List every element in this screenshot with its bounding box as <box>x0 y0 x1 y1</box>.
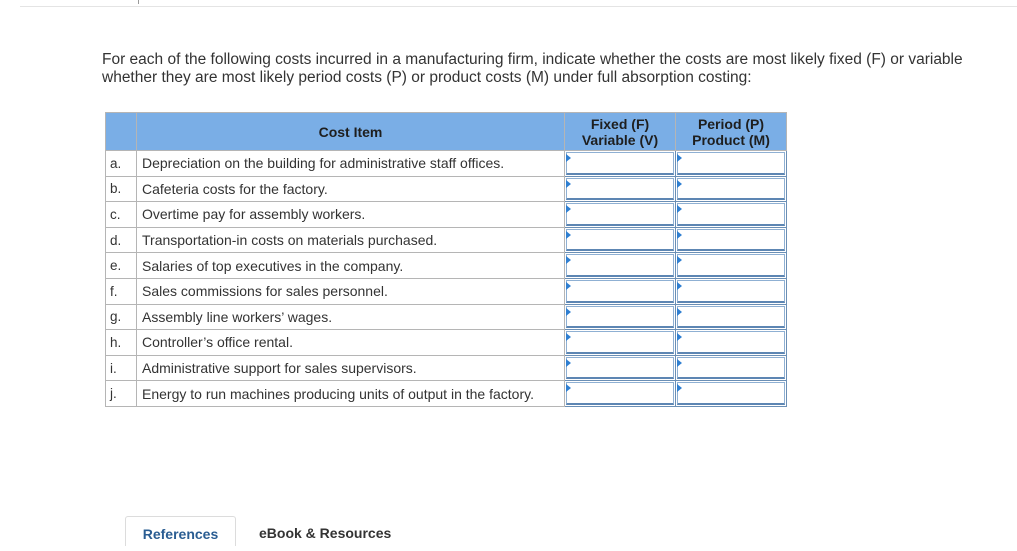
header-cost-item: Cost Item <box>137 113 565 151</box>
period-product-cell <box>676 278 787 304</box>
table-header-row <box>106 113 787 151</box>
dropdown-arrow-icon <box>566 154 571 162</box>
fixed-variable-cell <box>565 151 676 177</box>
row-letter: e. <box>106 253 137 279</box>
header-product-label: Product (M) <box>692 131 770 148</box>
fixed-variable-cell <box>565 381 676 407</box>
dropdown-arrow-icon <box>566 231 571 239</box>
table-row <box>106 355 787 381</box>
row-letter: a. <box>106 151 137 177</box>
row-letter: j. <box>106 381 137 407</box>
table-row <box>106 253 787 279</box>
question-instructions <box>102 51 1017 87</box>
period-product-cell <box>676 381 787 407</box>
cost-item-text: Cafeteria costs for the factory. <box>137 176 565 202</box>
instructions-line-2: whether they are most likely period costs (P) or product costs (M) under full absorption costing: <box>102 69 752 86</box>
table-row <box>106 151 787 177</box>
period-product-cell <box>676 355 787 381</box>
fixed-variable-cell <box>565 176 676 202</box>
fixed-variable-dropdown[interactable] <box>566 280 674 303</box>
cost-item-text: Administrative support for sales supervisors. <box>137 355 565 381</box>
cost-item-text: Depreciation on the building for administrative staff offices. <box>137 151 565 177</box>
cost-item-text: Energy to run machines producing units of output in the factory. <box>137 381 565 407</box>
cost-classification-table <box>105 112 787 407</box>
top-divider <box>20 6 1017 7</box>
cost-item-text: Assembly line workers’ wages. <box>137 304 565 330</box>
table-row <box>106 381 787 407</box>
cost-item-text: Transportation-in costs on materials purchased. <box>137 227 565 253</box>
row-letter: f. <box>106 278 137 304</box>
header-period-label: Period (P) <box>697 115 765 132</box>
top-divider-tick <box>138 0 139 4</box>
row-letter: d. <box>106 227 137 253</box>
fixed-variable-cell <box>565 304 676 330</box>
dropdown-arrow-icon <box>566 205 571 213</box>
fixed-variable-cell <box>565 330 676 356</box>
dropdown-arrow-icon <box>566 333 571 341</box>
fixed-variable-cell <box>565 227 676 253</box>
period-product-cell <box>676 253 787 279</box>
period-product-dropdown[interactable] <box>677 331 785 354</box>
dropdown-arrow-icon <box>566 180 571 188</box>
dropdown-arrow-icon <box>677 359 682 367</box>
dropdown-arrow-icon <box>677 333 682 341</box>
header-fixed-variable <box>565 113 676 151</box>
dropdown-arrow-icon <box>566 308 571 316</box>
dropdown-arrow-icon <box>677 231 682 239</box>
dropdown-arrow-icon <box>677 180 682 188</box>
table-row <box>106 330 787 356</box>
table-row <box>106 176 787 202</box>
table-row <box>106 278 787 304</box>
period-product-dropdown[interactable] <box>677 203 785 226</box>
dropdown-arrow-icon <box>566 256 571 264</box>
fixed-variable-dropdown[interactable] <box>566 306 674 329</box>
row-letter: c. <box>106 202 137 228</box>
header-letter <box>106 113 137 151</box>
row-letter: b. <box>106 176 137 202</box>
period-product-dropdown[interactable] <box>677 382 785 405</box>
fixed-variable-dropdown[interactable] <box>566 229 674 252</box>
period-product-cell <box>676 176 787 202</box>
cost-item-text: Salaries of top executives in the company. <box>137 253 565 279</box>
period-product-cell <box>676 151 787 177</box>
row-letter: i. <box>106 355 137 381</box>
period-product-dropdown[interactable] <box>677 178 785 201</box>
fixed-variable-dropdown[interactable] <box>566 254 674 277</box>
instructions-line-1: For each of the following costs incurred in a manufacturing firm, indicate whether the costs are most likely fixed (F) or variable <box>102 51 963 68</box>
dropdown-arrow-icon <box>677 308 682 316</box>
tab-ebook-resources[interactable]: eBook & Resources <box>259 525 392 541</box>
fixed-variable-cell <box>565 253 676 279</box>
fixed-variable-dropdown[interactable] <box>566 203 674 226</box>
period-product-dropdown[interactable] <box>677 152 785 175</box>
fixed-variable-cell <box>565 202 676 228</box>
table-row <box>106 202 787 228</box>
period-product-cell <box>676 227 787 253</box>
table-row <box>106 227 787 253</box>
fixed-variable-dropdown[interactable] <box>566 152 674 175</box>
row-letter: g. <box>106 304 137 330</box>
dropdown-arrow-icon <box>677 256 682 264</box>
period-product-dropdown[interactable] <box>677 357 785 380</box>
period-product-dropdown[interactable] <box>677 280 785 303</box>
period-product-cell <box>676 330 787 356</box>
dropdown-arrow-icon <box>677 154 682 162</box>
tab-references[interactable]: References <box>125 516 236 546</box>
period-product-dropdown[interactable] <box>677 229 785 252</box>
fixed-variable-dropdown[interactable] <box>566 331 674 354</box>
dropdown-arrow-icon <box>566 384 571 392</box>
dropdown-arrow-icon <box>677 205 682 213</box>
fixed-variable-dropdown[interactable] <box>566 357 674 380</box>
cost-item-text: Controller’s office rental. <box>137 330 565 356</box>
header-variable-label: Variable (V) <box>581 131 659 148</box>
period-product-dropdown[interactable] <box>677 306 785 329</box>
cost-item-text: Sales commissions for sales personnel. <box>137 278 565 304</box>
period-product-dropdown[interactable] <box>677 254 785 277</box>
row-letter: h. <box>106 330 137 356</box>
fixed-variable-cell <box>565 278 676 304</box>
fixed-variable-dropdown[interactable] <box>566 382 674 405</box>
dropdown-arrow-icon <box>677 384 682 392</box>
fixed-variable-cell <box>565 355 676 381</box>
header-period-product <box>676 113 787 151</box>
period-product-cell <box>676 202 787 228</box>
cost-item-text: Overtime pay for assembly workers. <box>137 202 565 228</box>
table-row <box>106 304 787 330</box>
dropdown-arrow-icon <box>566 282 571 290</box>
period-product-cell <box>676 304 787 330</box>
dropdown-arrow-icon <box>677 282 682 290</box>
fixed-variable-dropdown[interactable] <box>566 178 674 201</box>
dropdown-arrow-icon <box>566 359 571 367</box>
header-fixed-label: Fixed (F) <box>590 115 650 132</box>
